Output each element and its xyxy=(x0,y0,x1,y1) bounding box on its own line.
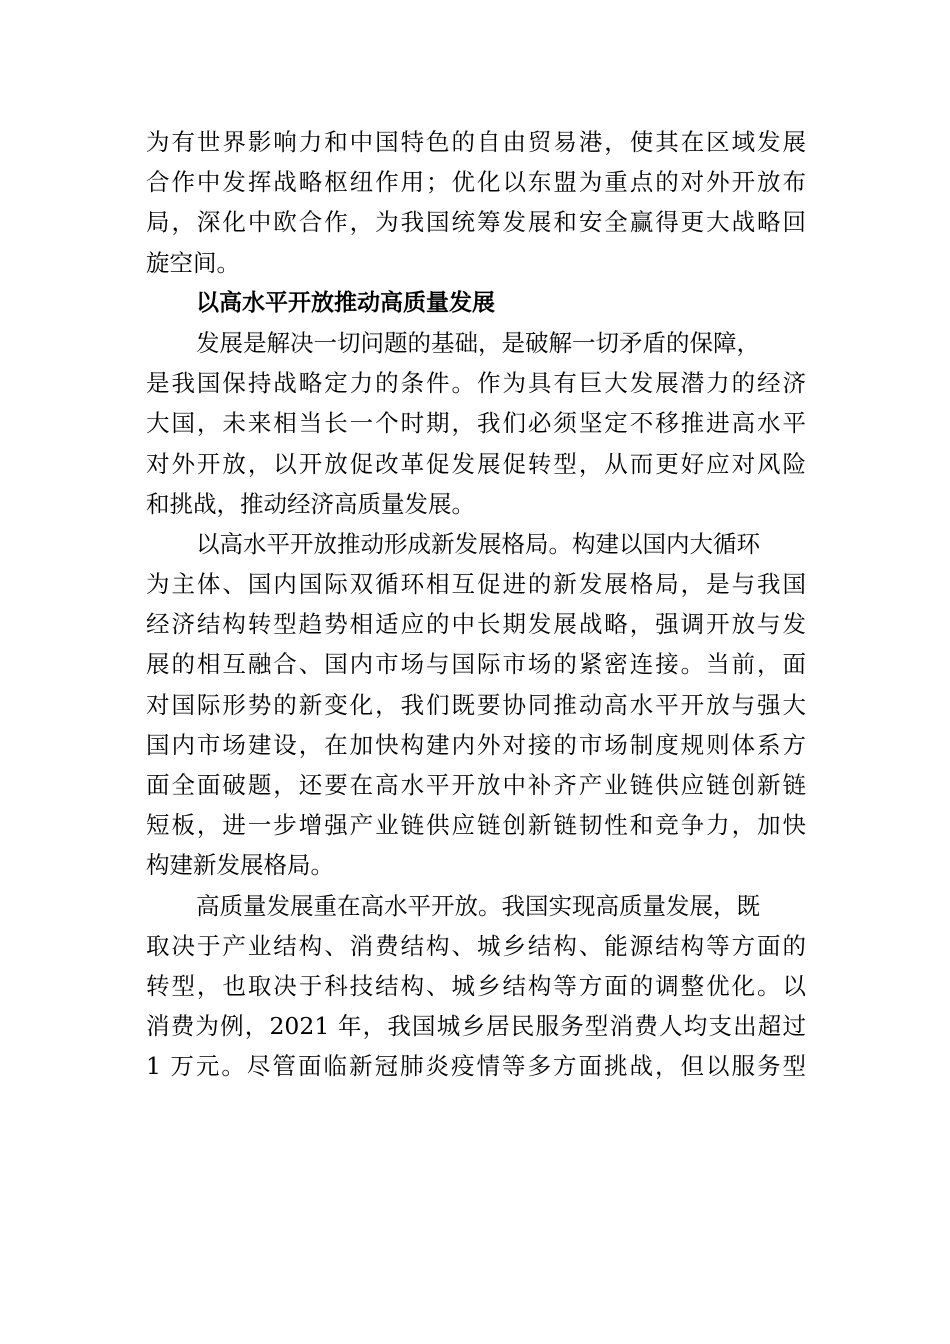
text-line: 构建新发展格局。 xyxy=(146,851,334,880)
text-line: 局，深化中欧合作，为我国统筹发展和安全赢得更大战略回 xyxy=(146,208,806,237)
text-line: 是我国保持战略定力的条件。作为具有巨大发展潜力的经济 xyxy=(146,369,806,398)
text-line: 消费为例，2021 年，我国城乡居民服务型消费人均支出超过 xyxy=(146,1012,806,1041)
text-line: 转型，也取决于科技结构、城乡结构等方面的调整优化。以 xyxy=(146,971,806,1000)
text-line: 为主体、国内国际双循环相互促进的新发展格局，是与我国 xyxy=(146,570,806,599)
text-line: 展的相互融合、国内市场与国际市场的紧密连接。当前，面 xyxy=(146,650,806,679)
text-line: 国内市场建设，在加快构建内外对接的市场制度规则体系方 xyxy=(146,730,806,759)
text-line: 对国际形势的新变化，我们既要协同推动高水平开放与强大 xyxy=(146,690,806,719)
text-line: 1 万元。尽管面临新冠肺炎疫情等多方面挑战，但以服务型 xyxy=(146,1052,806,1081)
text-line: 高质量发展重在高水平开放。我国实现高质量发展，既 xyxy=(196,891,760,920)
paragraph-3 xyxy=(146,886,806,1087)
paragraph-1 xyxy=(146,323,806,524)
paragraph-continued xyxy=(146,122,806,283)
document-body xyxy=(146,122,806,1087)
section-heading: 以高水平开放推动高质量发展 xyxy=(196,289,495,316)
text-line: 短板，进一步增强产业链供应链创新链韧性和竞争力，加快 xyxy=(146,811,806,840)
text-line: 和挑战，推动经济高质量发展。 xyxy=(146,489,475,518)
text-line: 发展是解决一切问题的基础，是破解一切矛盾的保障， xyxy=(196,328,760,357)
text-line: 取决于产业结构、消费结构、城乡结构、能源结构等方面的 xyxy=(146,931,806,960)
text-line: 面全面破题，还要在高水平开放中补齐产业链供应链创新链 xyxy=(146,771,806,799)
text-line: 旋空间。 xyxy=(146,248,240,277)
text-line: 经济结构转型趋势相适应的中长期发展战略，强调开放与发 xyxy=(146,610,806,639)
text-line: 为有世界影响力和中国特色的自由贸易港，使其在区域发展 xyxy=(146,128,806,156)
paragraph-2 xyxy=(146,524,806,886)
text-line: 以高水平开放推动形成新发展格局。构建以国内大循环 xyxy=(196,529,760,558)
text-line: 大国，未来相当长一个时期，我们必须坚定不移推进高水平 xyxy=(146,409,806,438)
text-line: 对外开放，以开放促改革促发展促转型，从而更好应对风险 xyxy=(146,449,806,478)
text-line: 合作中发挥战略枢纽作用；优化以东盟为重点的对外开放布 xyxy=(146,168,806,197)
